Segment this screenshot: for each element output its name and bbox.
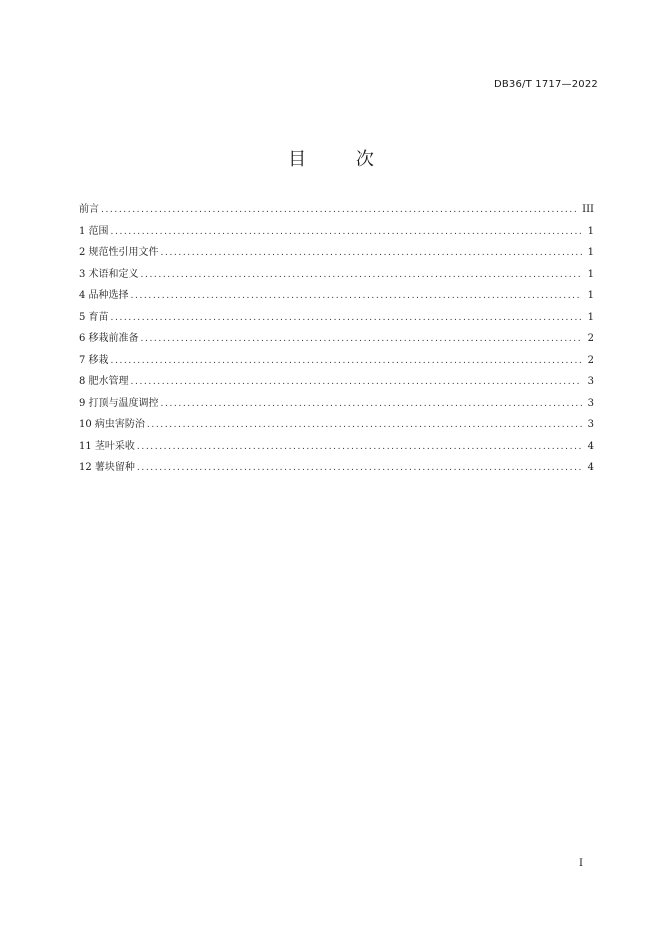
toc-entry-label: 6 移栽前准备 xyxy=(79,333,139,344)
toc-entry-page: 4 xyxy=(587,440,594,452)
toc-entry-11[interactable] xyxy=(79,436,594,458)
toc-leader-dots xyxy=(111,308,582,330)
toc-entry-2[interactable] xyxy=(79,242,594,264)
toc-entry-12[interactable] xyxy=(79,457,594,479)
toc-entry-1[interactable] xyxy=(79,221,594,243)
toc-entry-page: 2 xyxy=(587,333,594,344)
toc-leader-dots xyxy=(111,222,582,244)
toc-entry-page: 1 xyxy=(587,268,594,280)
document-code: DB36/T 1717—2022 xyxy=(493,79,598,90)
toc-entry-9[interactable] xyxy=(79,393,594,415)
toc-leader-dots xyxy=(111,351,582,373)
toc-entry-7[interactable] xyxy=(79,350,594,372)
toc-entry-label: 1 范围 xyxy=(79,225,109,237)
toc-leader-dots xyxy=(141,265,582,287)
toc-entry-label: 11 茎叶采收 xyxy=(79,440,135,452)
toc-entry-8[interactable] xyxy=(79,371,594,393)
toc-entry-label: 10 病虫害防治 xyxy=(79,419,145,430)
toc-entry-page: 1 xyxy=(587,247,594,258)
toc-leader-dots xyxy=(161,394,582,416)
toc-leader-dots xyxy=(141,329,582,351)
toc-entry-page: 3 xyxy=(587,397,594,409)
toc-entry-10[interactable] xyxy=(79,414,594,436)
toc-entry-label: 3 术语和定义 xyxy=(79,268,139,280)
toc-leader-dots xyxy=(137,458,582,480)
toc-entry-label: 4 品种选择 xyxy=(79,290,129,301)
toc-entry-3[interactable] xyxy=(79,264,594,286)
page-number: I xyxy=(579,858,583,869)
toc-entry-label: 5 育苗 xyxy=(79,311,109,323)
toc-entry-page: 3 xyxy=(587,419,594,430)
toc-entry-page: 2 xyxy=(587,354,594,366)
toc-leader-dots xyxy=(131,372,582,394)
toc-entry-page: 3 xyxy=(587,376,594,387)
toc-leader-dots xyxy=(101,200,578,222)
toc-entry-page: 4 xyxy=(587,462,594,473)
toc-entry-label: 2 规范性引用文件 xyxy=(79,247,159,258)
toc-leader-dots xyxy=(147,415,582,437)
toc-entry-6[interactable] xyxy=(79,328,594,350)
toc-entry-label: 前言 xyxy=(79,204,99,215)
toc-leader-dots xyxy=(161,243,582,265)
toc-entry-page: III xyxy=(582,204,594,215)
toc-leader-dots xyxy=(131,286,582,308)
table-of-contents xyxy=(79,199,594,479)
toc-entry-page: 1 xyxy=(587,225,594,237)
toc-entry-4[interactable] xyxy=(79,285,594,307)
toc-entry-label: 7 移栽 xyxy=(79,354,109,366)
toc-leader-dots xyxy=(137,437,582,459)
toc-title: 目 次 xyxy=(288,149,396,170)
toc-entry-page: 1 xyxy=(587,311,594,323)
toc-entry-5[interactable] xyxy=(79,307,594,329)
toc-entry-label: 8 肥水管理 xyxy=(79,376,129,387)
toc-entry-page: 1 xyxy=(587,290,594,301)
toc-entry-label: 12 薯块留种 xyxy=(79,462,135,473)
toc-entry-foreword[interactable] xyxy=(79,199,594,221)
toc-entry-label: 9 打顶与温度调控 xyxy=(79,397,159,409)
